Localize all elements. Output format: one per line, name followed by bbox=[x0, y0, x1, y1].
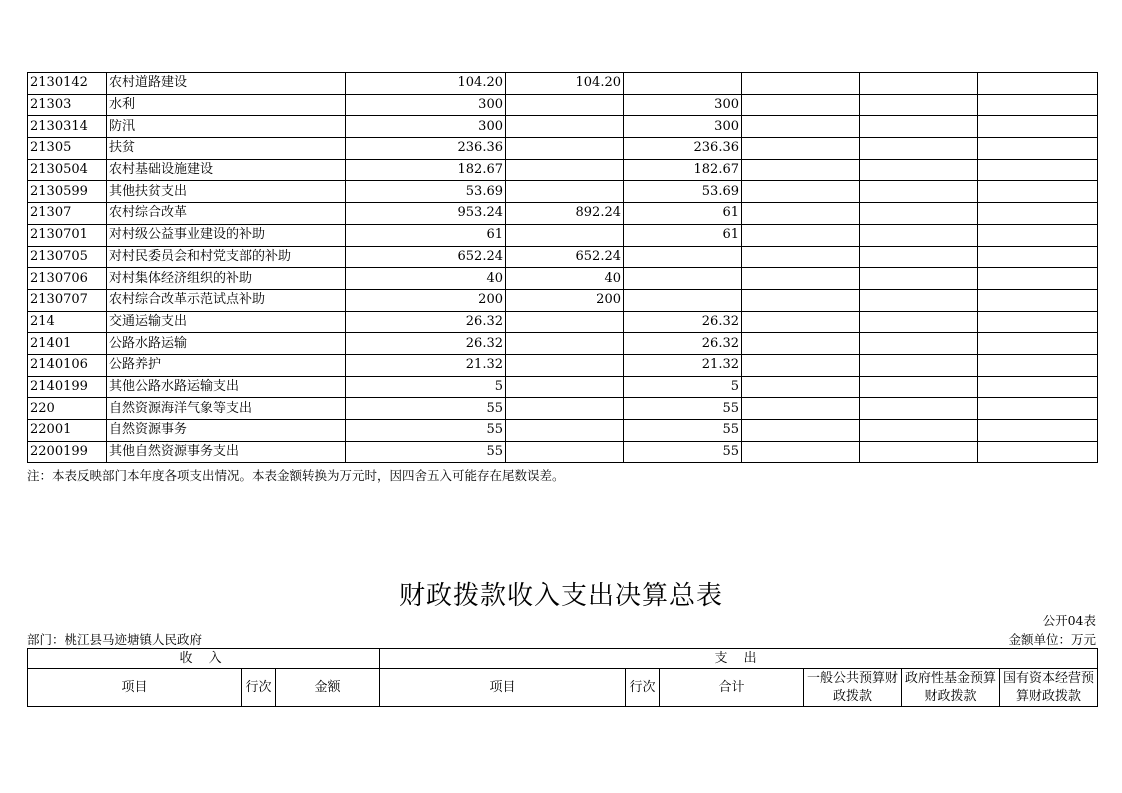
income-header: 收 入 bbox=[28, 649, 380, 669]
subject-code-cell: 2140106 bbox=[28, 354, 107, 376]
amount-cell bbox=[742, 138, 860, 160]
table-row bbox=[28, 94, 1098, 116]
amount-cell bbox=[742, 420, 860, 442]
amount-cell: 55 bbox=[624, 398, 742, 420]
amount-cell bbox=[860, 203, 978, 225]
amount-cell bbox=[506, 94, 624, 116]
amount-cell: 182.67 bbox=[346, 159, 506, 181]
amount-cell: 104.20 bbox=[506, 73, 624, 95]
summary-header-table bbox=[27, 648, 1098, 707]
subject-name-cell: 其他自然资源事务支出 bbox=[107, 441, 346, 463]
col-fund-budget: 政府性基金预算财政拨款 bbox=[902, 669, 1000, 707]
table-row bbox=[28, 159, 1098, 181]
amount-cell: 182.67 bbox=[624, 159, 742, 181]
subject-name-cell: 其他公路水路运输支出 bbox=[107, 376, 346, 398]
subject-code-cell: 2200199 bbox=[28, 441, 107, 463]
subject-name-cell: 防汛 bbox=[107, 116, 346, 138]
amount-cell bbox=[978, 268, 1098, 290]
amount-cell: 55 bbox=[346, 420, 506, 442]
amount-cell bbox=[624, 73, 742, 95]
col-state-capital: 国有资本经营预算财政拨款 bbox=[1000, 669, 1098, 707]
amount-cell bbox=[742, 398, 860, 420]
table-note: 注：本表反映部门本年度各项支出情况。本表金额转换为万元时，因四舍五入可能存在尾数误差。 bbox=[27, 468, 565, 483]
amount-cell: 40 bbox=[506, 268, 624, 290]
amount-cell bbox=[742, 333, 860, 355]
amount-cell bbox=[742, 289, 860, 311]
amount-cell bbox=[978, 333, 1098, 355]
col-expense-line: 行次 bbox=[626, 669, 660, 707]
subject-name-cell: 自然资源事务 bbox=[107, 420, 346, 442]
amount-cell bbox=[506, 398, 624, 420]
amount-cell: 61 bbox=[346, 224, 506, 246]
col-general-budget: 一般公共预算财政拨款 bbox=[804, 669, 902, 707]
subject-name-cell: 公路水路运输 bbox=[107, 333, 346, 355]
amount-cell bbox=[978, 203, 1098, 225]
amount-cell bbox=[978, 246, 1098, 268]
amount-cell: 892.24 bbox=[506, 203, 624, 225]
amount-cell bbox=[506, 159, 624, 181]
amount-cell: 53.69 bbox=[346, 181, 506, 203]
table-row bbox=[28, 398, 1098, 420]
subject-code-cell: 220 bbox=[28, 398, 107, 420]
subject-code-cell: 2140199 bbox=[28, 376, 107, 398]
col-income-amount: 金额 bbox=[276, 669, 380, 707]
amount-cell bbox=[506, 224, 624, 246]
col-income-item: 项目 bbox=[28, 669, 242, 707]
amount-cell bbox=[742, 268, 860, 290]
amount-cell bbox=[860, 181, 978, 203]
amount-cell: 300 bbox=[624, 116, 742, 138]
subject-code-cell: 2130599 bbox=[28, 181, 107, 203]
amount-cell bbox=[978, 398, 1098, 420]
amount-cell bbox=[624, 289, 742, 311]
table-row bbox=[28, 441, 1098, 463]
amount-cell: 236.36 bbox=[624, 138, 742, 160]
amount-cell bbox=[506, 376, 624, 398]
amount-cell bbox=[978, 354, 1098, 376]
col-income-line: 行次 bbox=[242, 669, 276, 707]
amount-cell bbox=[978, 159, 1098, 181]
amount-cell bbox=[742, 376, 860, 398]
table-row bbox=[28, 354, 1098, 376]
subject-name-cell: 公路养护 bbox=[107, 354, 346, 376]
subject-code-cell: 214 bbox=[28, 311, 107, 333]
subject-name-cell: 对村民委员会和村党支部的补助 bbox=[107, 246, 346, 268]
amount-cell bbox=[742, 311, 860, 333]
amount-cell bbox=[860, 376, 978, 398]
amount-cell: 61 bbox=[624, 224, 742, 246]
amount-cell bbox=[860, 268, 978, 290]
amount-cell bbox=[624, 246, 742, 268]
amount-cell: 61 bbox=[624, 203, 742, 225]
subject-name-cell: 农村基础设施建设 bbox=[107, 159, 346, 181]
table-row bbox=[28, 138, 1098, 160]
col-expense-total: 合计 bbox=[660, 669, 804, 707]
col-expense-item: 项目 bbox=[380, 669, 626, 707]
amount-cell bbox=[506, 441, 624, 463]
amount-cell: 5 bbox=[624, 376, 742, 398]
subject-name-cell: 其他扶贫支出 bbox=[107, 181, 346, 203]
amount-cell bbox=[978, 116, 1098, 138]
amount-cell bbox=[978, 94, 1098, 116]
expenditure-detail-table bbox=[27, 72, 1098, 463]
subject-code-cell: 21307 bbox=[28, 203, 107, 225]
unit-label: 金额单位：万元 bbox=[1008, 632, 1096, 647]
amount-cell bbox=[506, 333, 624, 355]
amount-cell bbox=[742, 224, 860, 246]
amount-cell: 5 bbox=[346, 376, 506, 398]
department-label: 部门：桃江县马迹塘镇人民政府 bbox=[27, 632, 203, 647]
subject-name-cell: 交通运输支出 bbox=[107, 311, 346, 333]
subject-name-cell: 自然资源海洋气象等支出 bbox=[107, 398, 346, 420]
expense-header: 支 出 bbox=[380, 649, 1098, 669]
amount-cell: 652.24 bbox=[506, 246, 624, 268]
amount-cell bbox=[506, 181, 624, 203]
amount-cell: 55 bbox=[346, 398, 506, 420]
amount-cell bbox=[742, 354, 860, 376]
amount-cell bbox=[506, 116, 624, 138]
subject-name-cell: 农村综合改革示范试点补助 bbox=[107, 289, 346, 311]
amount-cell: 55 bbox=[624, 420, 742, 442]
amount-cell bbox=[860, 224, 978, 246]
amount-cell bbox=[506, 311, 624, 333]
subject-code-cell: 22001 bbox=[28, 420, 107, 442]
amount-cell bbox=[978, 224, 1098, 246]
subject-code-cell: 2130707 bbox=[28, 289, 107, 311]
amount-cell bbox=[742, 73, 860, 95]
amount-cell bbox=[742, 116, 860, 138]
subject-code-cell: 2130142 bbox=[28, 73, 107, 95]
subject-name-cell: 农村道路建设 bbox=[107, 73, 346, 95]
amount-cell: 300 bbox=[624, 94, 742, 116]
page-title: 财政拨款收入支出决算总表 bbox=[398, 581, 723, 611]
amount-cell bbox=[860, 441, 978, 463]
amount-cell: 652.24 bbox=[346, 246, 506, 268]
table-row bbox=[28, 246, 1098, 268]
amount-cell bbox=[742, 246, 860, 268]
amount-cell bbox=[506, 354, 624, 376]
amount-cell bbox=[742, 159, 860, 181]
amount-cell: 26.32 bbox=[346, 333, 506, 355]
amount-cell: 55 bbox=[346, 441, 506, 463]
subject-code-cell: 21303 bbox=[28, 94, 107, 116]
amount-cell: 21.32 bbox=[624, 354, 742, 376]
amount-cell bbox=[860, 159, 978, 181]
subject-code-cell: 2130705 bbox=[28, 246, 107, 268]
amount-cell bbox=[978, 138, 1098, 160]
amount-cell bbox=[742, 441, 860, 463]
subject-name-cell: 扶贫 bbox=[107, 138, 346, 160]
amount-cell bbox=[506, 138, 624, 160]
amount-cell: 40 bbox=[346, 268, 506, 290]
amount-cell bbox=[978, 73, 1098, 95]
amount-cell bbox=[742, 203, 860, 225]
subject-code-cell: 2130314 bbox=[28, 116, 107, 138]
amount-cell bbox=[860, 73, 978, 95]
table-row bbox=[28, 420, 1098, 442]
table-row bbox=[28, 73, 1098, 95]
amount-cell bbox=[860, 354, 978, 376]
amount-cell: 300 bbox=[346, 116, 506, 138]
amount-cell: 55 bbox=[624, 441, 742, 463]
amount-cell: 953.24 bbox=[346, 203, 506, 225]
amount-cell bbox=[860, 333, 978, 355]
amount-cell: 300 bbox=[346, 94, 506, 116]
amount-cell bbox=[978, 289, 1098, 311]
subject-name-cell: 农村综合改革 bbox=[107, 203, 346, 225]
amount-cell: 200 bbox=[506, 289, 624, 311]
table-row bbox=[28, 311, 1098, 333]
amount-cell bbox=[742, 181, 860, 203]
subject-name-cell: 对村集体经济组织的补助 bbox=[107, 268, 346, 290]
subject-code-cell: 21401 bbox=[28, 333, 107, 355]
amount-cell: 26.32 bbox=[624, 311, 742, 333]
subject-code-cell: 2130706 bbox=[28, 268, 107, 290]
amount-cell bbox=[978, 441, 1098, 463]
table-number: 公开04表 bbox=[1042, 613, 1096, 628]
amount-cell bbox=[978, 420, 1098, 442]
amount-cell bbox=[860, 311, 978, 333]
table-row bbox=[28, 181, 1098, 203]
subject-name-cell: 对村级公益事业建设的补助 bbox=[107, 224, 346, 246]
amount-cell bbox=[978, 181, 1098, 203]
amount-cell: 21.32 bbox=[346, 354, 506, 376]
table-row bbox=[28, 224, 1098, 246]
amount-cell bbox=[506, 420, 624, 442]
amount-cell bbox=[860, 398, 978, 420]
amount-cell: 104.20 bbox=[346, 73, 506, 95]
amount-cell: 53.69 bbox=[624, 181, 742, 203]
amount-cell bbox=[860, 289, 978, 311]
table-row bbox=[28, 333, 1098, 355]
table-row bbox=[28, 268, 1098, 290]
amount-cell bbox=[860, 420, 978, 442]
table-row bbox=[28, 116, 1098, 138]
amount-cell bbox=[742, 94, 860, 116]
subject-name-cell: 水利 bbox=[107, 94, 346, 116]
subject-code-cell: 2130701 bbox=[28, 224, 107, 246]
amount-cell bbox=[978, 376, 1098, 398]
table-row bbox=[28, 376, 1098, 398]
amount-cell bbox=[860, 94, 978, 116]
amount-cell bbox=[860, 116, 978, 138]
table-row bbox=[28, 289, 1098, 311]
amount-cell bbox=[978, 311, 1098, 333]
amount-cell: 26.32 bbox=[346, 311, 506, 333]
amount-cell: 236.36 bbox=[346, 138, 506, 160]
table-row bbox=[28, 203, 1098, 225]
subject-code-cell: 2130504 bbox=[28, 159, 107, 181]
amount-cell bbox=[624, 268, 742, 290]
amount-cell: 26.32 bbox=[624, 333, 742, 355]
amount-cell: 200 bbox=[346, 289, 506, 311]
subject-code-cell: 21305 bbox=[28, 138, 107, 160]
amount-cell bbox=[860, 246, 978, 268]
amount-cell bbox=[860, 138, 978, 160]
